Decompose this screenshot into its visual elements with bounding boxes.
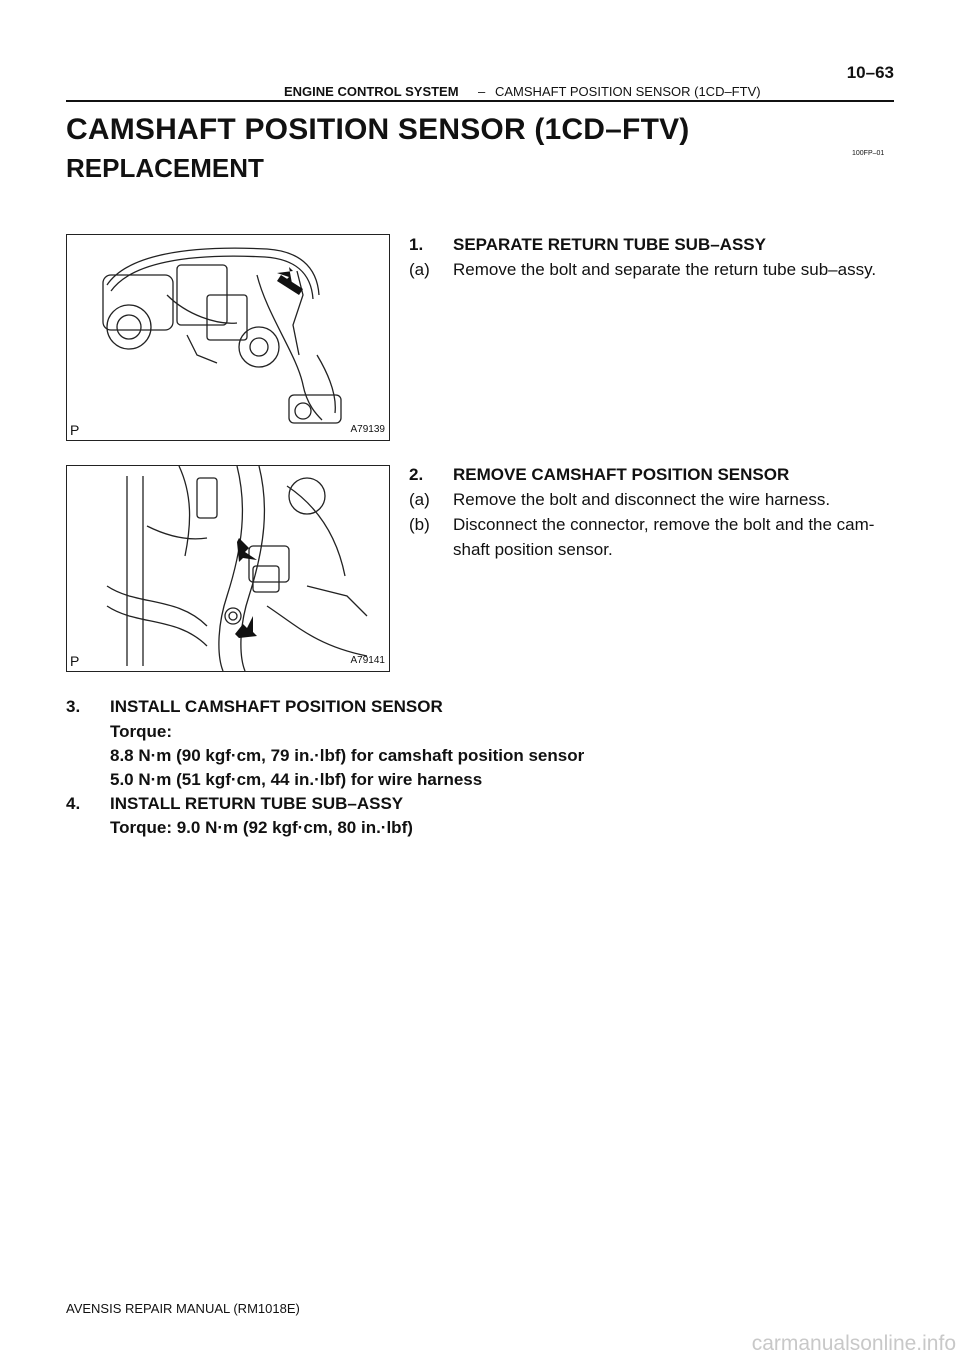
step-heading: INSTALL RETURN TUBE SUB–ASSY: [110, 794, 404, 813]
step-heading: SEPARATE RETURN TUBE SUB–ASSY: [453, 235, 766, 254]
header-subsection: CAMSHAFT POSITION SENSOR (1CD–FTV): [495, 84, 761, 99]
step-number: 3.: [66, 697, 81, 716]
torque-label: Torque:: [110, 722, 173, 741]
page-title: CAMSHAFT POSITION SENSOR (1CD–FTV): [66, 113, 690, 146]
torque-spec-sensor: 8.8 N·m (90 kgf·cm, 79 in.·lbf) for camshaft position sensor: [110, 746, 585, 765]
step-heading: REMOVE CAMSHAFT POSITION SENSOR: [453, 465, 790, 484]
footer: AVENSIS REPAIR MANUAL (RM1018E): [66, 1301, 300, 1316]
step-number: 1.: [409, 235, 424, 254]
page-subtitle: REPLACEMENT: [66, 153, 264, 183]
step-number: 2.: [409, 465, 424, 484]
header-section: ENGINE CONTROL SYSTEM: [284, 84, 459, 99]
figure-return-tube: [66, 234, 390, 441]
substep-text: Remove the bolt and separate the return tube sub–assy.: [453, 260, 877, 279]
header-separator: –: [478, 84, 486, 99]
engine-illustration-2: [67, 466, 389, 671]
step-heading: INSTALL CAMSHAFT POSITION SENSOR: [110, 697, 443, 716]
torque-spec-return-tube: Torque: 9.0 N·m (92 kgf·cm, 80 in.·lbf): [110, 818, 413, 837]
engine-illustration-1: [67, 235, 389, 440]
page-number: 10–63: [846, 63, 894, 82]
figure-p-mark: P: [70, 422, 80, 438]
substep-text: Remove the bolt and disconnect the wire harness.: [453, 490, 831, 509]
document-id: 100FP–01: [852, 150, 885, 157]
substep-text-continued: shaft position sensor.: [453, 540, 613, 559]
header-rule: [66, 100, 894, 102]
substep-label: (b): [409, 515, 430, 534]
step-number: 4.: [66, 794, 81, 813]
figure-code: A79139: [350, 424, 385, 435]
arrow-indicator-upper: [237, 538, 257, 562]
figure-camshaft-sensor: [66, 465, 390, 672]
figure-code: A79141: [350, 655, 385, 666]
substep-label: (a): [409, 260, 430, 279]
torque-spec-harness: 5.0 N·m (51 kgf·cm, 44 in.·lbf) for wire harness: [110, 770, 483, 789]
watermark: carmanualsonline.info: [751, 1332, 956, 1355]
figure-p-mark: P: [70, 653, 80, 669]
substep-label: (a): [409, 490, 430, 509]
arrow-indicator-lower: [235, 616, 257, 638]
substep-text: Disconnect the connector, remove the bolt and the cam-: [453, 515, 875, 534]
